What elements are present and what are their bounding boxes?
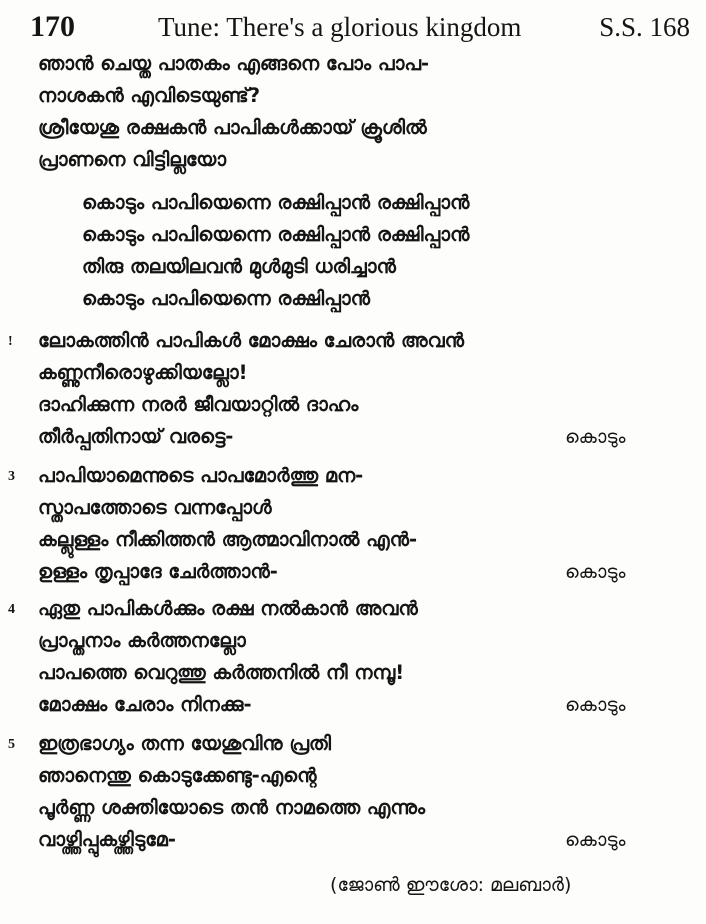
verse-line: പാപിയാമെന്നുടെ പാപമോർത്തു മന- bbox=[38, 464, 364, 487]
verse-line: കണ്ണുനീരൊഴുക്കിയല്ലോ! bbox=[38, 361, 248, 384]
verse-line: പൂർണ്ണ ശക്തിയോടെ തൻ നാമത്തെ എന്നും bbox=[38, 796, 426, 819]
verse-line: വാഴ്ത്തിപ്പുകഴ്ത്തിടുമേ- bbox=[38, 828, 176, 851]
verse-line: പ്രാണനെ വിട്ടില്ലയോ bbox=[38, 148, 227, 171]
verse-line: ഞാൻ ചെയ്ത പാതകം എങ്ങനെ പോം പാപ- bbox=[38, 52, 430, 75]
verse-number: ! bbox=[8, 334, 13, 349]
refrain-cue: കൊടും bbox=[565, 829, 626, 851]
verse-line: ലോകത്തിൻ പാപികൾ മോക്ഷം ചേരാൻ അവൻ bbox=[38, 329, 465, 352]
verse-line: തീർപ്പതിനായ് വരട്ടെ- bbox=[38, 425, 234, 448]
refrain-cue: കൊടും bbox=[565, 694, 626, 716]
tune-title: Tune: There's a glorious kingdom bbox=[158, 12, 522, 42]
verse-line: ഉള്ളം തൃപ്പാദേ ചേർത്താൻ- bbox=[38, 560, 278, 583]
verse-line: സ്താപത്തോടെ വന്നപ്പോൾ bbox=[38, 496, 272, 519]
chorus-line: കൊടും പാപിയെന്നെ രക്ഷിപ്പാൻ രക്ഷിപ്പാൻ bbox=[82, 191, 470, 214]
author-credit: (ജോൺ ഈശോ: മലബാർ) bbox=[330, 874, 572, 896]
verse-line: ദാഹിക്കുന്ന നരർ ജീവയാറ്റിൽ ദാഹം bbox=[38, 393, 359, 416]
verse-number: 3 bbox=[8, 469, 15, 484]
hymn-header bbox=[0, 8, 706, 48]
verse-line: ശ്രീയേശു രക്ഷകൻ പാപികൾക്കായ് ക്രൂശിൽ bbox=[38, 116, 427, 139]
verse-line: പാപത്തെ വെറുത്തു കർത്തനിൽ നീ നമ്പൂ! bbox=[38, 661, 405, 684]
verse-line: കല്ലുള്ളം നീക്കിത്തൻ ആത്മാവിനാൽ എൻ- bbox=[38, 528, 418, 551]
songbook-reference: S.S. 168 bbox=[599, 12, 690, 42]
chorus-line: തിരു തലയിലവൻ മുൾമുടി ധരിച്ചാൻ bbox=[82, 255, 396, 278]
refrain-cue: കൊടും bbox=[565, 561, 626, 583]
chorus-line: കൊടും പാപിയെന്നെ രക്ഷിപ്പാൻ bbox=[82, 287, 371, 310]
verse-line: ഇത്രഭാഗ്യം തന്ന യേശുവിനു പ്രതി bbox=[38, 732, 332, 755]
verse-line: പ്രാപ്തനാം കർത്തനല്ലോ bbox=[38, 629, 246, 652]
verse-line: നാശകൻ എവിടെയുണ്ട്? bbox=[38, 84, 261, 107]
hymn-number: 170 bbox=[30, 10, 75, 43]
chorus-line: കൊടും പാപിയെന്നെ രക്ഷിപ്പാൻ രക്ഷിപ്പാൻ bbox=[82, 223, 470, 246]
verse-line: മോക്ഷം ചേരാം നിനക്കു- bbox=[38, 693, 252, 716]
verse-number: 4 bbox=[8, 602, 15, 617]
verse-number: 5 bbox=[8, 737, 15, 752]
refrain-cue: കൊടും bbox=[565, 426, 626, 448]
verse-line: ഏതു പാപികൾക്കും രക്ഷ നൽകാൻ അവൻ bbox=[38, 597, 418, 620]
verse-line: ഞാനെന്തു കൊടുക്കേണ്ടു-എന്റെ bbox=[38, 764, 317, 787]
